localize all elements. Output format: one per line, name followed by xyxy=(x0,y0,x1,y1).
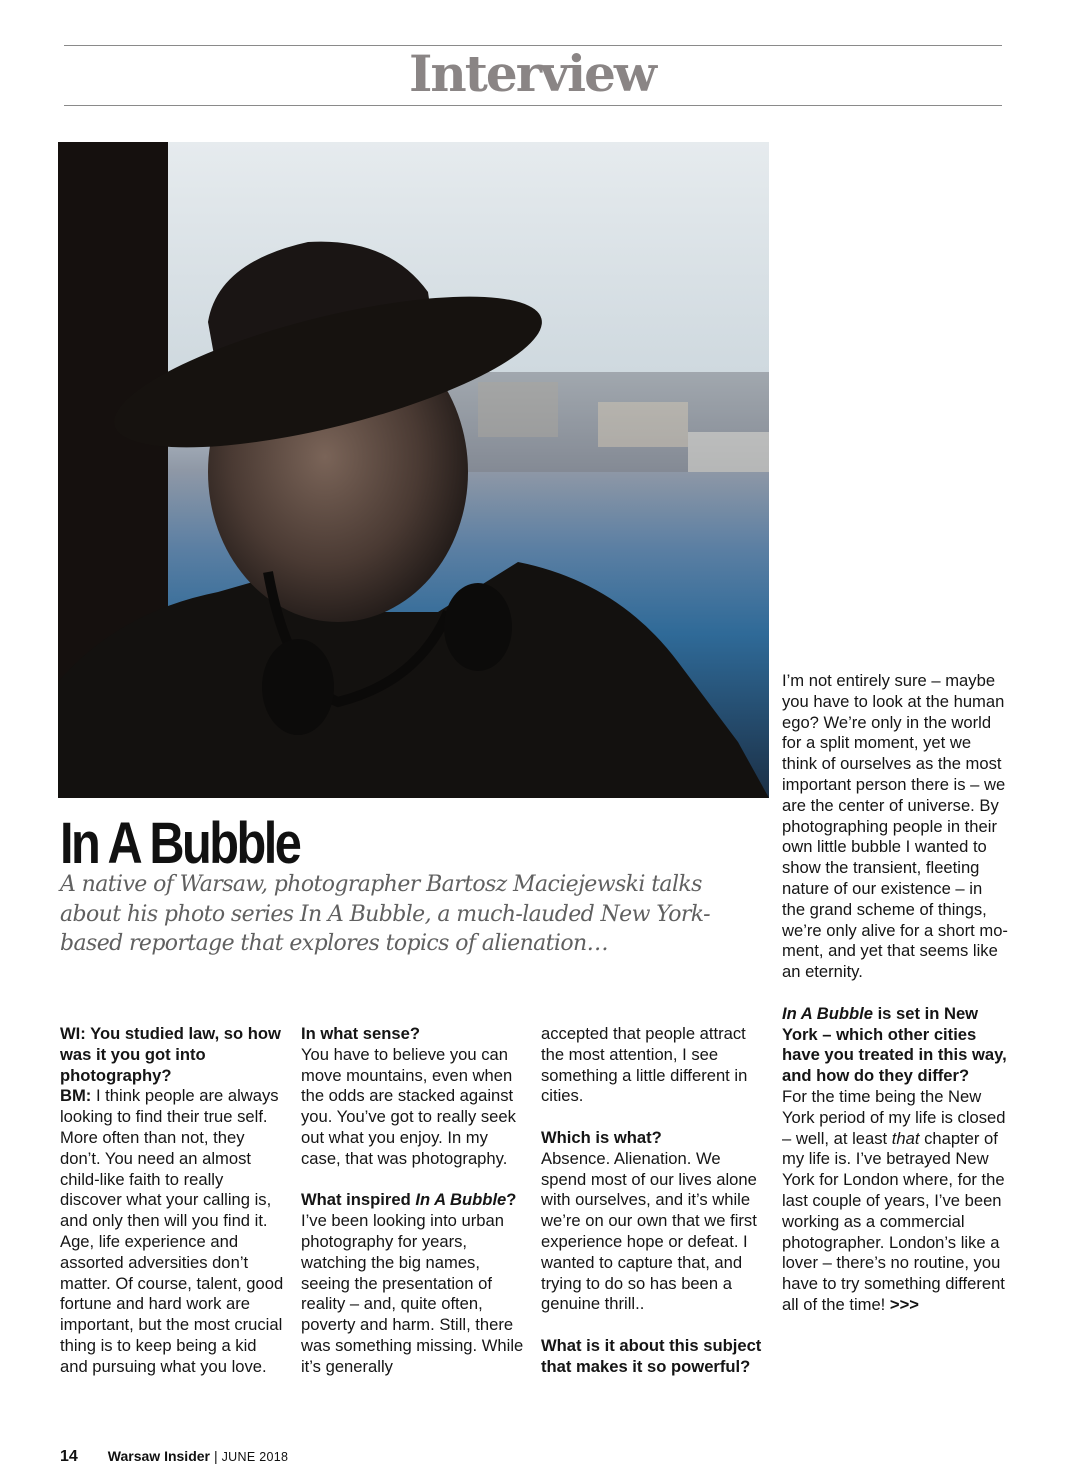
continue-marker: >>> xyxy=(889,1294,919,1314)
issue-date: JUNE 2018 xyxy=(221,1450,289,1464)
text-column-1 xyxy=(60,1024,286,1378)
answer-3-part-1: I’ve been looking into urban photography for years, watching the big names, seeing the presentation of reality – and, quite often, poverty and harm. Still, there was something missing. While it’s generally xyxy=(301,1211,524,1376)
text-column-4 xyxy=(782,671,1008,1316)
question-2: In what sense? xyxy=(301,1024,420,1043)
answer-1: I think people are always looking to find their true self. More often than not, they don’t. You need an almost child-like faith to really discover what your calling is, and only then will you find it. Age, life experience and assorted adversities don’t matter. Of course, talent, good fortune and hard work are important, but the most crucial thing is to keep being a kid and pursuing what you love. xyxy=(60,1086,284,1376)
article-headline: In A Bubble xyxy=(60,811,300,876)
section-title: Interview xyxy=(409,44,655,103)
question-5: What is it about this subject that makes it so powerful? xyxy=(541,1335,762,1376)
footer-separator: | xyxy=(213,1448,218,1464)
page-number: 14 xyxy=(60,1448,78,1465)
answer-4: Absence. Alienation. We spend most of our lives alone with ourselves, and it’s while we’re on our own that we first experience hope or defeat. I wanted to capture that, and trying to do so has been a genuine thrill.. xyxy=(541,1148,757,1314)
text-column-3 xyxy=(541,1024,767,1378)
question-3: What inspired In A Bubble? xyxy=(301,1190,517,1210)
header-bottom-rule xyxy=(64,105,1002,106)
answer-1-label: BM: xyxy=(60,1086,92,1106)
answer-5: I’m not entirely sure – maybe you have to look at the human ego? We’re only in the world for a split moment, yet we think of ourselves as the most important person there is – we are the center of universe. By photographing people in their own little bubble I wanted to show the transient, fleeting nature of our existence – in the grand scheme of things, we’re only alive for a short moment, and yet that seems like an eternity. xyxy=(782,671,1008,982)
article-standfirst: A native of Warsaw, photographer Bartosz Maciejewski talks about his photo series In A Bubble, a much-lauded New York-based reportage that explores topics of alienation… xyxy=(60,872,710,956)
answer-3-part-2: accepted that people attract the most attention, I see something a little different in cities. xyxy=(541,1024,748,1106)
question-6: In A Bubble is set in New York – which other cities have you treated in this way, and how do they differ? xyxy=(782,1003,1007,1086)
text-column-2 xyxy=(301,1024,527,1378)
answer-6: For the time being the New York period of my life is closed – well, at least that chapter of my life is. I’ve betrayed New York for London where, for the last couple of years, I’ve been working as a commercial photographer. London’s like a lover – there’s no routine, you have to try something different all of the time! xyxy=(782,1086,1006,1314)
question-4: Which is what? xyxy=(541,1127,662,1147)
publication-name: Warsaw Insider xyxy=(107,1448,210,1464)
page-footer xyxy=(60,1448,288,1466)
answer-2: You have to believe you can move mountains, even when the odds are stacked against you. You’ve got to really seek out what you enjoy. In my case, that was photography. xyxy=(301,1044,516,1168)
portrait-photo xyxy=(58,142,769,798)
question-1: WI: You studied law, so how was it you got into photography? xyxy=(60,1024,281,1085)
